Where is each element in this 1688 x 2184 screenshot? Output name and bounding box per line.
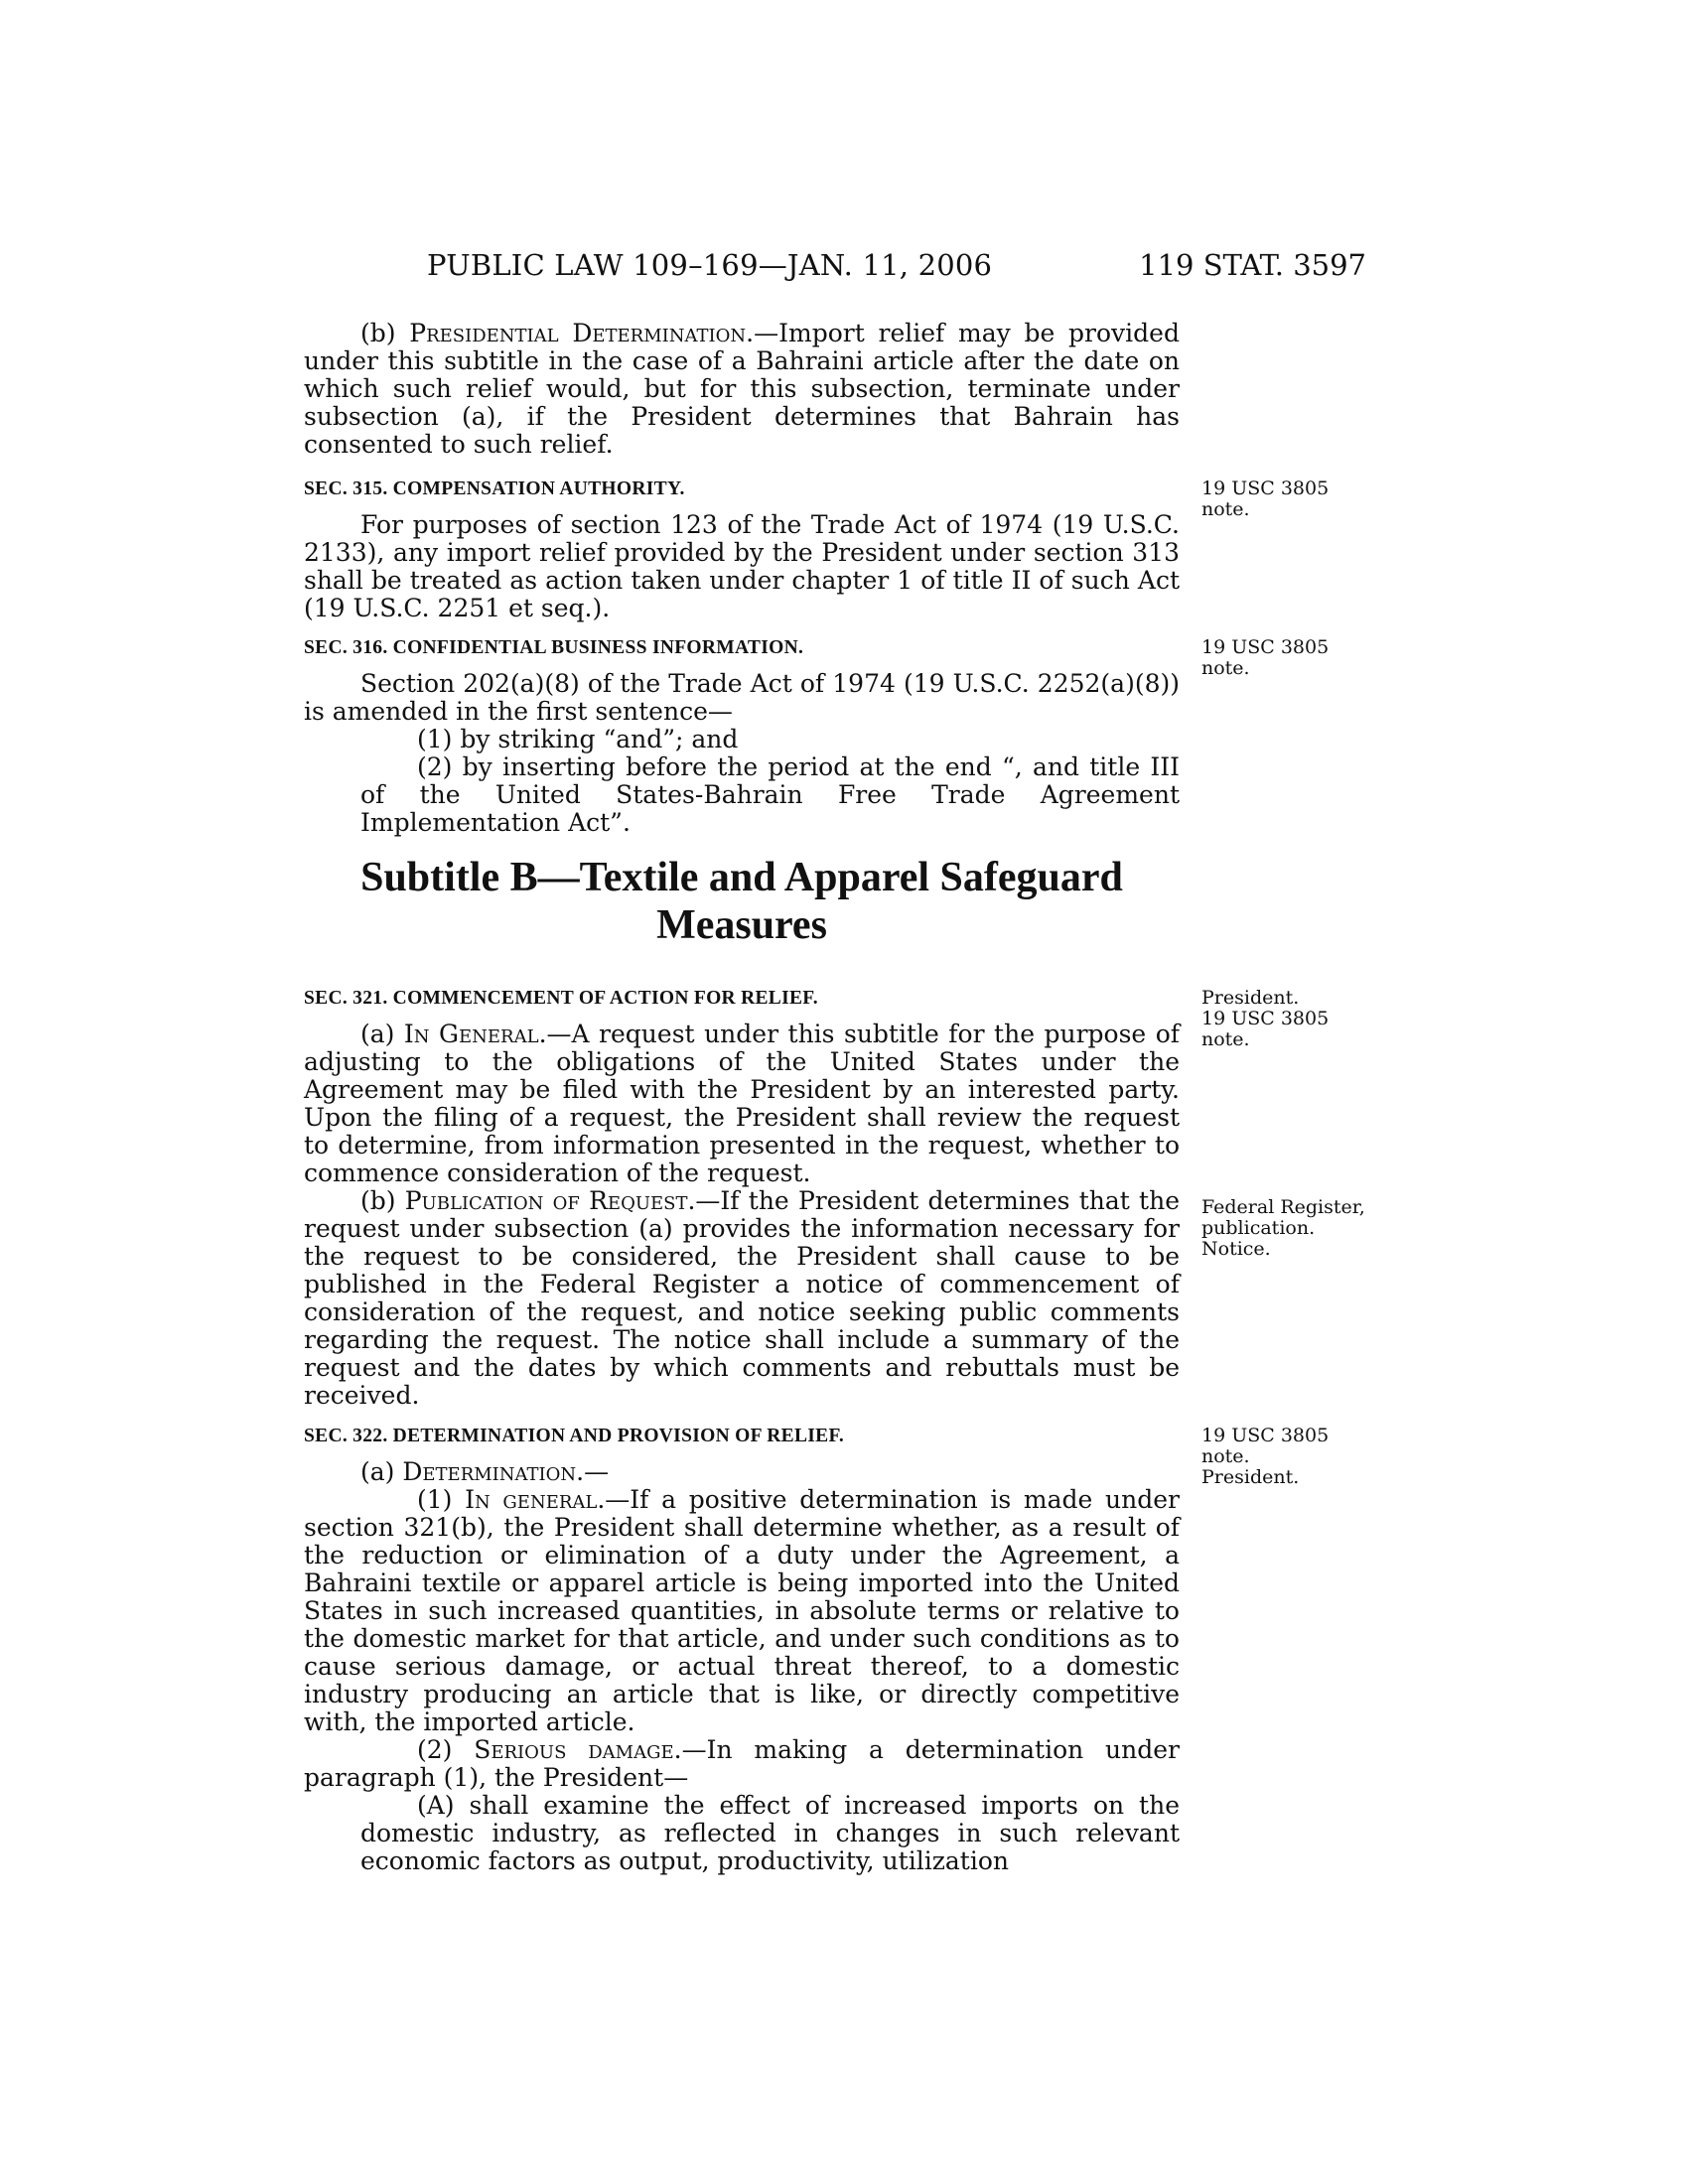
margin-note-line: note. [1201, 1028, 1250, 1050]
section-321 [304, 988, 1180, 1410]
margin-note-line: Notice. [1201, 1238, 1271, 1260]
margin-note-line: 19 USC 3805 [1201, 1008, 1330, 1029]
margin-note-line: President. [1201, 1466, 1300, 1488]
section-316 [304, 637, 1180, 837]
margin-note-line: President. [1201, 987, 1300, 1009]
paragraph-text: .—In making a determination under paragraph (1), the President— [304, 1735, 1181, 1792]
subsection-caption: Determination [402, 1457, 577, 1486]
margin-note-line: publication. [1201, 1217, 1316, 1239]
list-item: (2) by inserting before the period at the end “, and title III of the United States-Bahrain Free Trade Agreement Implementation Act”. [360, 752, 1180, 837]
paragraph-text: .—If a positive determination is made under section 321(b), the President shall determine whether, as a result of the reduction or elimination of a duty under the Agreement, a Bahraini textile or apparel article is being imported into the United States in such increased quantities, in absolute terms or relative to the domestic market for that article, and under such conditions as to cause serious damage, or actual threat thereof, to a domestic industry producing an article that is like, or directly competitive with, the imported article. [304, 1485, 1180, 1736]
paragraph-text: .—Import relief may be provided under this subtitle in the case of a Bahraini article after the date on which such relief would, but for this subsection, terminate under subsection (a), if the President determines that Bahrain has consented to such relief. [304, 319, 1180, 459]
section-text: For purposes of section 123 of the Trade Act of 1974 (19 U.S.C. 2133), any import relief provided by the President under section 313 shall be treated as action taken under chapter 1 of title II of such Act (19 U.S.C. 2251 et seq.). [304, 510, 1180, 622]
section-heading: SEC. 321. COMMENCEMENT OF ACTION FOR RELIEF. [304, 988, 818, 1009]
subsection-text: .—If the President determines that the request under subsection (a) provides the information necessary for the request to be considered, the President shall cause to be published in the Federal Register a notice of commencement of consideration of the request, and notice seeking public comments regarding the request. The notice shall include a summary of the request and the dates by which comments and rebuttals must be received. [304, 1186, 1180, 1410]
margin-note-line: 19 USC 3805 [1201, 636, 1330, 658]
subtitle-line: Subtitle B—Textile and Apparel Safeguard [360, 855, 1123, 900]
margin-note-sec315 [1201, 478, 1329, 520]
subsection-b [304, 1187, 1180, 1410]
subsection-a [304, 1021, 1180, 1187]
margin-note-publication [1201, 1197, 1365, 1260]
section-heading: SEC. 322. DETERMINATION AND PROVISION OF RELIEF. [304, 1426, 845, 1446]
margin-note-line: 19 USC 3805 [1201, 1425, 1330, 1446]
subtitle-line: Measures [656, 902, 827, 948]
margin-note-sec322 [1201, 1426, 1329, 1488]
subsection-dash: .— [576, 1457, 610, 1486]
section-text: Section 202(a)(8) of the Trade Act of 1974 (19 U.S.C. 2252(a)(8)) is amended in the first sentence— [304, 669, 1180, 726]
margin-note-line: note. [1201, 1445, 1250, 1467]
section-heading: SEC. 316. CONFIDENTIAL BUSINESS INFORMATION. [304, 637, 804, 658]
subsection-label: (b) [360, 1186, 405, 1215]
subsection-a [304, 1458, 1180, 1486]
running-header: PUBLIC LAW 109–169—JAN. 11, 2006 [427, 248, 993, 282]
subtitle-heading [304, 854, 1180, 949]
margin-note-line: 19 USC 3805 [1201, 478, 1330, 499]
subsection-label: (a) [360, 1020, 404, 1048]
paragraph-b-presidential-determination [304, 320, 1180, 459]
margin-note-sec321 [1201, 988, 1329, 1050]
margin-note-line: note. [1201, 657, 1250, 679]
subsection-caption: In General [403, 1020, 539, 1048]
paragraph-label: (2) [417, 1735, 475, 1764]
subparagraph-A: (A) shall examine the effect of increased imports on the domestic industry, as reflected in changes in such relevant economic factors as output, productivity, utilization [360, 1791, 1180, 1875]
statute-page-reference: 119 STAT. 3597 [1139, 248, 1366, 282]
section-322 [304, 1426, 1180, 1875]
paragraph-label: (b) [360, 319, 410, 347]
subsection-label: (a) [360, 1457, 403, 1486]
subsection-text: .—A request under this subtitle for the purpose of adjusting to the obligations of the United States under the Agreement may be filed with the President by an interested party. Upon the filing of a request, the President shall review the request to determine, from information presented in the request, whether to commence consideration of the request. [304, 1020, 1181, 1187]
paragraph-caption: In general [465, 1485, 598, 1514]
section-315 [304, 478, 1180, 622]
list-item: (1) by striking “and”; and [417, 725, 739, 753]
paragraph-label: (1) [417, 1485, 466, 1514]
paragraph-caption: Presidential Determination [409, 319, 747, 347]
section-heading: SEC. 315. COMPENSATION AUTHORITY. [304, 478, 685, 499]
paragraph-1 [304, 1486, 1180, 1736]
margin-note-line: note. [1201, 498, 1250, 520]
margin-note-sec316 [1201, 637, 1329, 679]
margin-note-line: Federal Register, [1201, 1196, 1365, 1218]
subsection-caption: Publication of Request [404, 1186, 688, 1215]
paragraph-caption: Serious damage [474, 1735, 674, 1764]
paragraph-2 [304, 1736, 1180, 1792]
